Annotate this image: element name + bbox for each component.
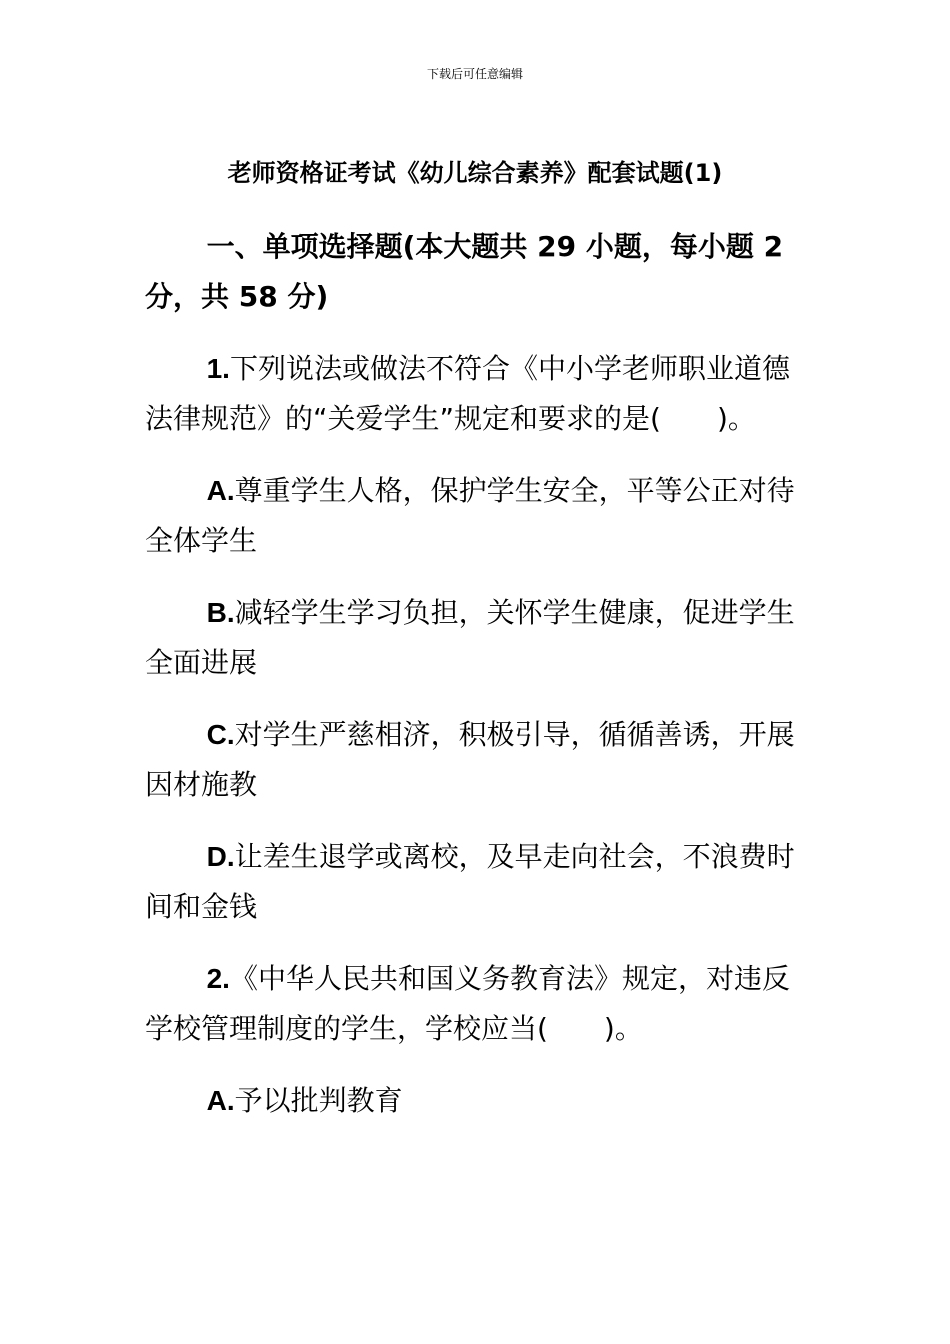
option-text: 尊重学生人格，保护学生安全，平等公正对待全体学生 <box>145 474 795 557</box>
option-text: 予以批判教育 <box>234 1084 403 1117</box>
question-1 <box>145 344 810 444</box>
page-header-note: 下载后可任意编辑 <box>426 67 523 81</box>
question-stem: 下列说法或做法不符合《中小学老师职业道德法律规范》的“关爱学生”规定和要求的是( )。 <box>145 352 790 435</box>
question-number: 1. <box>206 353 230 384</box>
option-1a <box>145 466 810 566</box>
option-label: C. <box>206 719 235 750</box>
option-label: B. <box>206 597 235 628</box>
question-2 <box>145 954 810 1054</box>
option-1d <box>145 832 810 932</box>
option-2a <box>145 1076 810 1126</box>
document-body <box>145 222 810 1148</box>
section-heading: 一、单项选择题(本大题共 29 小题，每小题 2 分，共 58 分) <box>145 230 784 313</box>
option-label: A. <box>206 1085 235 1116</box>
document-title: 老师资格证考试《幼儿综合素养》配套试题(1) <box>227 159 723 187</box>
option-label: A. <box>206 475 235 506</box>
question-number: 2. <box>206 963 230 994</box>
option-1c <box>145 710 810 810</box>
option-1b <box>145 588 810 688</box>
option-text: 减轻学生学习负担，关怀学生健康，促进学生全面进展 <box>145 596 795 679</box>
option-label: D. <box>206 841 235 872</box>
option-text: 对学生严慈相济，积极引导，循循善诱，开展因材施教 <box>145 718 795 801</box>
option-text: 让差生退学或离校，及早走向社会，不浪费时间和金钱 <box>145 840 795 923</box>
question-stem: 《中华人民共和国义务教育法》规定，对违反学校管理制度的学生，学校应当( )。 <box>145 962 790 1045</box>
